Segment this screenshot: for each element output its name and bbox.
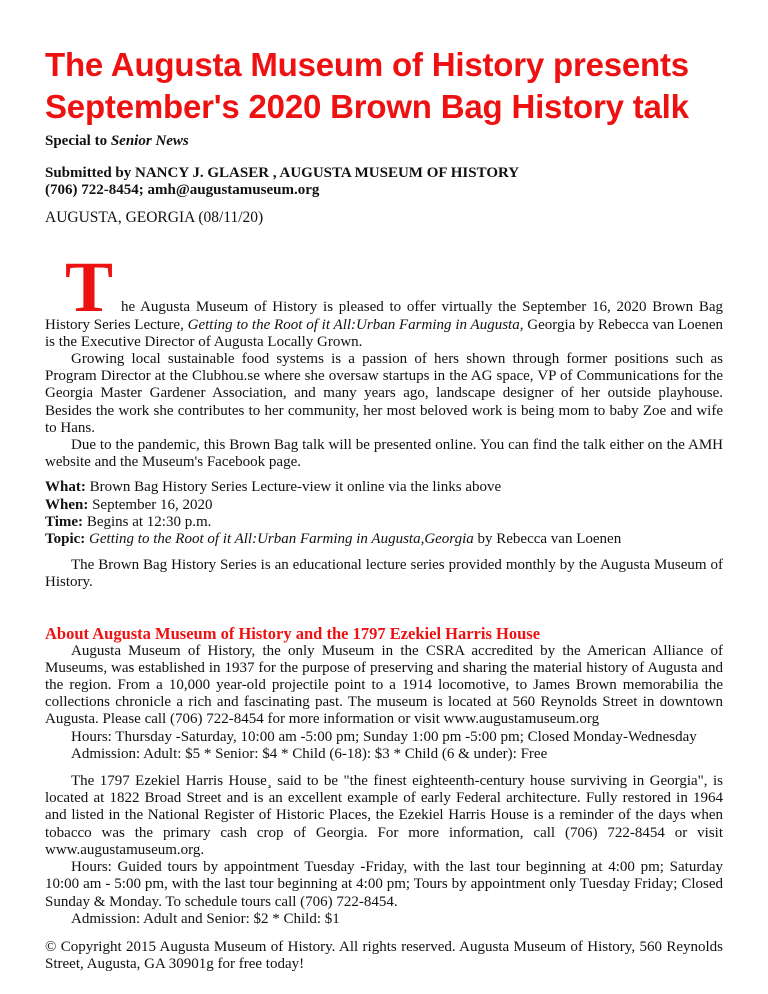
lead-paragraph [45,247,723,351]
detail-topic: Topic: Getting to the Root of it All:Urban Farming in Augusta,Georgia by Rebecca van Loenen [45,531,622,548]
harris-house-hours: Hours: Guided tours by appointment Tuesday -Friday, with the last tour beginning at 4:00 pm; Saturday 10:00 am - 5:00 pm, with the last tour beginning at 4:00 pm; Tours by appointment only Tuesday Friday; Closed Sunday & Monday. To schedule tours call (706) 722-8454. [45,859,723,910]
museum-hours: Hours: Thursday -Saturday, 10:00 am -5:00 pm; Sunday 1:00 pm -5:00 pm; Closed Monday-Wednesday [71,728,697,745]
detail-time: Time: Begins at 12:30 p.m. [45,513,212,530]
harris-house-admission: Admission: Adult and Senior: $2 * Child: $1 [71,910,340,927]
dateline: AUGUSTA, GEORGIA (08/11/20) [45,209,264,227]
page-title-line-1: The Augusta Museum of History presents [45,46,689,83]
page-title [45,44,723,128]
harris-house-paragraph: The 1797 Ezekiel Harris House¸ said to be "the finest eighteenth-century house surviving in Georgia", is located at 1822 Broad Street and is an excellent example of early Federal architecture. Fully restored in 1964 and listed in the National Register of Historic Places, the Ezekiel Harris House is a reminder of the days when tobacco was the primary cash crop of Georgia. For more information, call (706) 722-8454 or visit www.augustamuseum.org. [45,773,723,858]
museum-paragraph: Augusta Museum of History, the only Museum in the CSRA accredited by the American Alliance of Museums, was established in 1937 for the purpose of preserving and sharing the material history of Augusta and the region. From a 10,000 year-old projectile point to a 1914 locomotive, to James Brown memorabilia the collections chronicle a rich and fascinating past. The museum is located at 560 Reynolds Street in downtown Augusta. Please call (706) 722-8454 for more information or visit www.augustamuseum.org [45,642,723,728]
series-note: The Brown Bag History Series is an educational lecture series provided monthly by the Augusta Museum of History. [45,557,723,591]
submitted-block [45,165,723,199]
detail-what: What: Brown Bag History Series Lecture-view it online via the links above [45,479,502,496]
museum-admission: Admission: Adult: $5 * Senior: $4 * Child (6-18): $3 * Child (6 & under): Free [71,745,548,762]
paragraph-growing: Growing local sustainable food systems is a passion of hers shown through former positions such as Program Director at the Clubhou.se where she oversaw startups in the AG space, VP of Communications for the Georgia Master Gardener Association, and many years ago, landscape designer of her outside playhouse. Besides the work she contributes to her community, her most beloved work is being mom to baby Zoe and wife to Hans. [45,351,723,436]
detail-when: When: September 16, 2020 [45,496,213,513]
copyright-notice: © Copyright 2015 Augusta Museum of History. All rights reserved. Augusta Museum of History, 560 Reynolds Street, Augusta, GA 30901g for free today! [45,938,723,973]
byline: Special to Senior News [45,133,189,149]
about-section-heading: About Augusta Museum of History and the 1797 Ezekiel Harris House [45,623,541,643]
page-title-line-2: September's 2020 Brown Bag History talk [45,88,689,125]
paragraph-pandemic: Due to the pandemic, this Brown Bag talk will be presented online. You can find the talk either on the AMH website and the Museum's Facebook page. [45,437,723,471]
event-details [45,479,723,548]
drop-cap: T [65,247,114,328]
lead-paragraph-text: he Augusta Museum of History is pleased to offer virtually the September 16, 2020 Brown Bag History Series Lecture, Getting to the Root of it All:Urban Farming in Augusta, Georgia by Rebecca van Loenen is the Executive Director of Augusta Locally Grown. [45,299,723,350]
submitted-by-line: Submitted by NANCY J. GLASER , AUGUSTA MUSEUM OF HISTORY [45,165,520,181]
contact-line: (706) 722-8454; amh@augustamuseum.org [45,182,320,199]
